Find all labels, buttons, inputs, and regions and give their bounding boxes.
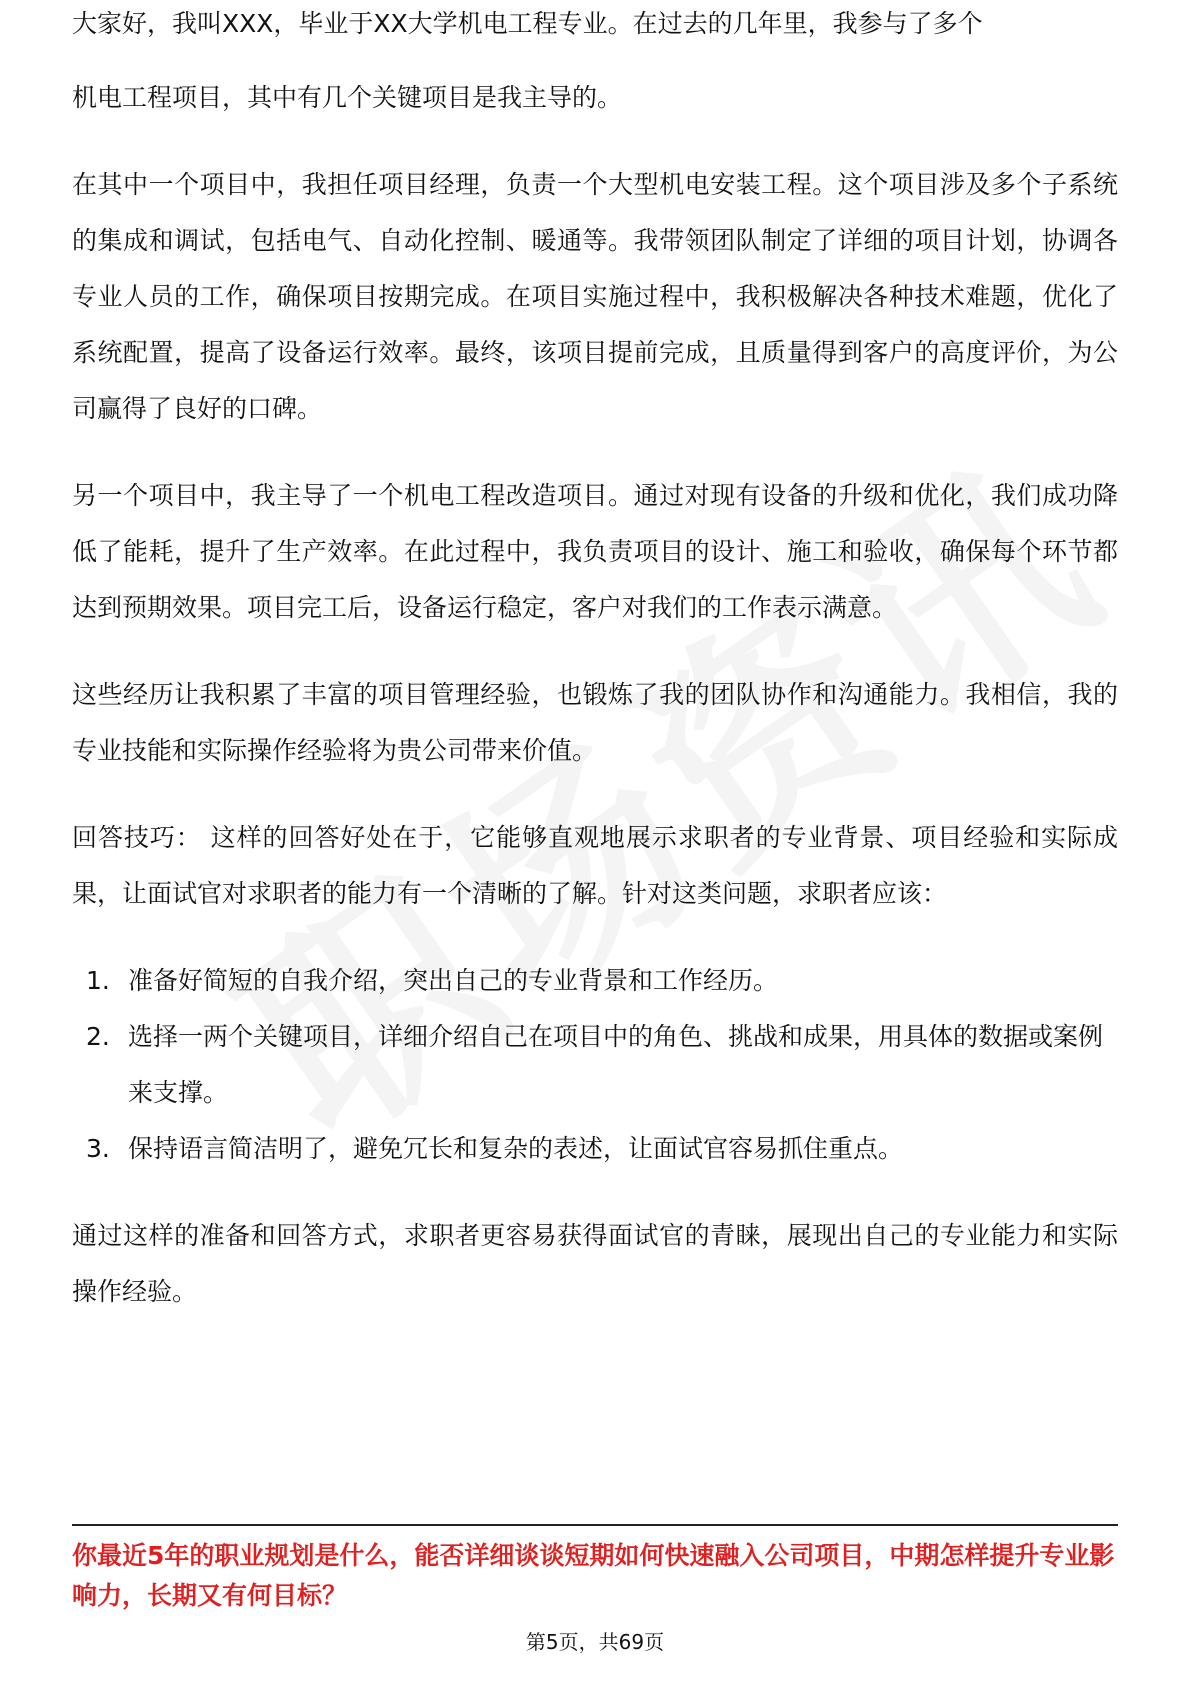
list-text: 选择一两个关键项目，详细介绍自己在项目中的角色、挑战和成果，用具体的数据或案例来支撑。 [128,1022,1104,1107]
list-number: 2. [86,1022,110,1051]
summary-paragraph: 这些经历让我积累了丰富的项目管理经验，也锻炼了我的团队协作和沟通能力。我相信，我的专业技能和实际操作经验将为贵公司带来价值。 [72,680,1118,765]
list-number: 1. [86,966,110,995]
closing-paragraph: 通过这样的准备和回答方式，求职者更容易获得面试官的青睐，展现出自己的专业能力和实际操作经验。 [72,1221,1118,1306]
section-divider [72,1524,1118,1526]
list-item [72,1121,1118,1177]
list-number: 3. [86,1134,110,1163]
clipped-line [72,9,1118,70]
list-text: 准备好简短的自我介绍，突出自己的专业背景和工作经历。 [128,966,779,995]
next-question-heading: 你最近5年的职业规划是什么，能否详细谈谈短期如何快速融入公司项目，中期怎样提升专业影响力，长期又有何目标？ [72,1541,1115,1610]
clipped-line-text: 大家好，我叫XXX，毕业于XX大学机电工程专业。在过去的几年里，我参与了多个 [72,9,983,38]
page-footer: 第5页，共69页 [525,1630,665,1654]
answer-content [72,9,1118,1351]
list-item [72,1009,1118,1121]
project-two-paragraph: 另一个项目中，我主导了一个机电工程改造项目。通过对现有设备的升级和优化，我们成功降低了能耗，提升了生产效率。在此过程中，我负责项目的设计、施工和验收，确保每个环节都达到预期效果。项目完工后，设备运行稳定，客户对我们的工作表示满意。 [72,481,1118,622]
intro-paragraph: 机电工程项目，其中有几个关键项目是我主导的。 [72,83,623,112]
tips-intro-paragraph: 回答技巧： 这样的回答好处在于，它能够直观地展示求职者的专业背景、项目经验和实际成果，让面试官对求职者的能力有一个清晰的了解。针对这类问题，求职者应该： [72,823,1118,908]
list-text: 保持语言简洁明了，避免冗长和复杂的表述，让面试官容易抓住重点。 [128,1134,904,1163]
project-one-paragraph: 在其中一个项目中，我担任项目经理，负责一个大型机电安装工程。这个项目涉及多个子系统的集成和调试，包括电气、自动化控制、暖通等。我带领团队制定了详细的项目计划，协调各专业人员的工作，确保项目按期完成。在项目实施过程中，我积极解决各种技术难题，优化了系统配置，提高了设备运行效率。最终，该项目提前完成，且质量得到客户的高度评价，为公司赢得了良好的口碑。 [72,170,1118,423]
list-item [72,953,1118,1009]
tips-list [72,953,1118,1177]
